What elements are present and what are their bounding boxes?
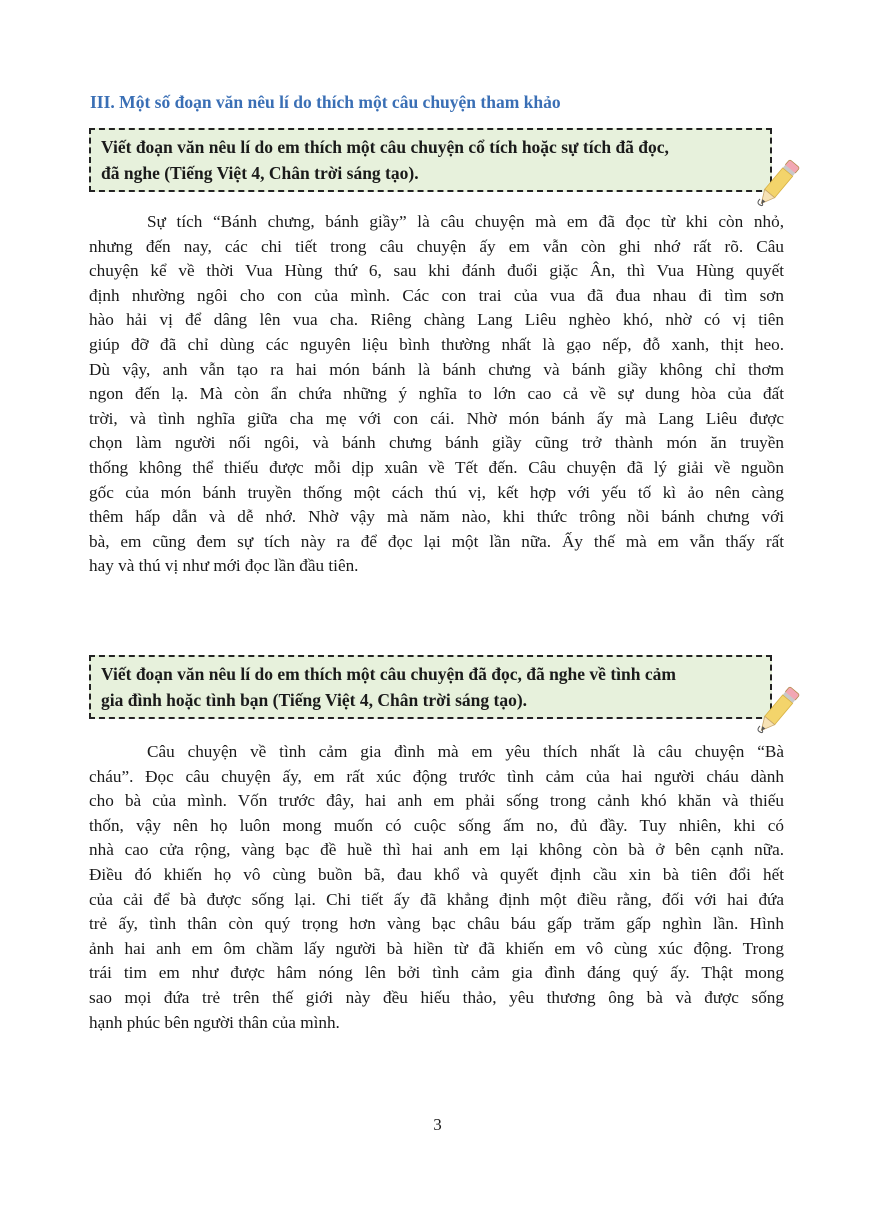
essay-1-line: hay và thú vị như mới đọc lần đầu tiên. — [89, 556, 359, 576]
essay-1-line: Dù vậy, anh vẫn tạo ra hai món bánh là bánh chưng và bánh giầy không chỉ thơm — [89, 359, 784, 379]
essay-2-line: hạnh phúc bên người thân của mình. — [89, 1012, 340, 1032]
essay-1-line: trời, và tình nghĩa giữa cha mẹ với con cái. Nhờ món bánh ấy mà Lang Liêu được — [89, 408, 784, 428]
essay-2-line: cho bà của mình. Vốn trước đây, hai anh em phải sống trong cảnh khó khăn và thiếu — [89, 791, 784, 811]
essay-1-line: gốc của món bánh truyền thống một cách thú vị, kết hợp với yếu tố kì ảo nên càng — [89, 482, 784, 502]
essay-2-line: ảnh hai anh em ôm chầm lấy người bà hiền từ đã khiến em vô cùng xúc động. Trong — [89, 938, 784, 958]
essay-2-line: trái tim em như được hâm nóng lên bởi tình cảm gia đình đáng quý ấy. Thật mong — [89, 963, 784, 983]
essay-2-line: Điều đó khiến họ vô cùng buồn bã, đau khổ và quyết định cầu xin bà tiên đổi hết — [89, 864, 784, 884]
section-title: III. Một số đoạn văn nêu lí do thích một câu chuyện tham khảo — [90, 92, 561, 112]
essay-1-line: chọn làm người nối ngôi, và bánh chưng bánh giầy cũng trở thành món ăn truyền — [89, 433, 784, 453]
page-number: 3 — [433, 1115, 442, 1134]
essay-1-line: định nhường ngôi cho con của mình. Các con trai của vua đã đua nhau đi tìm sơn — [89, 285, 784, 305]
essay-2-line: thốn, vậy nên họ luôn mong muốn có cuộc sống ấm no, đủ đầy. Tuy nhiên, khi có — [89, 815, 784, 835]
essay-1-line: ngon đến lạ. Mà còn ẩn chứa những ý nghĩa to lớn cao cả về sự dung hòa của đất — [89, 384, 784, 404]
essay-1 — [89, 210, 784, 579]
prompt-1-line: Viết đoạn văn nêu lí do em thích một câu chuyện cổ tích hoặc sự tích đã đọc, — [101, 137, 669, 157]
essay-1-line: hào hải vị để dâng lên vua cha. Riêng chàng Lang Liêu nghèo khó, nhờ có vị tiên — [89, 310, 784, 330]
prompt-1-line: đã nghe (Tiếng Việt 4, Chân trời sáng tạo). — [101, 163, 419, 183]
essay-1-line: bà, em cũng đem sự tích này ra để đọc lại một lần nữa. Ấy thế mà em vẫn thấy rất — [89, 531, 784, 551]
essay-1-line: thống không thể thiếu được mỗi dịp xuân về Tết đến. Câu chuyện đã lý giải về nguồn — [89, 457, 784, 477]
essay-2-line: sao mọi đứa trẻ trên thế giới này đều hiếu thảo, yêu thương ông bà và được sống — [89, 987, 784, 1007]
prompt-2-line: Viết đoạn văn nêu lí do em thích một câu chuyện đã đọc, đã nghe về tình cảm — [101, 664, 676, 684]
essay-1-line: thêm hấp dẫn và dễ nhớ. Nhờ vậy mà năm nào, khi thức trông nồi bánh chưng với — [89, 507, 784, 527]
pencil-icon — [752, 682, 802, 740]
essay-2-line: cháu”. Đọc câu chuyện ấy, em rất xúc động trước tình cảm của hai người cháu dành — [89, 766, 784, 786]
essay-2-line: nhà cao cửa rộng, vàng bạc đề huề thì hai anh em lại không còn bà ở bên cạnh nữa. — [89, 840, 784, 860]
essay-1-line: nhưng đến nay, các chi tiết trong câu chuyện ấy em vẫn còn ghi nhớ rất rõ. Câu — [89, 236, 784, 256]
essay-2-line: trẻ ấy, tình thân còn quý trọng hơn vàng bạc châu báu gấp trăm gấp nghìn lần. Hình — [89, 914, 784, 934]
prompt-box-2 — [89, 655, 772, 719]
essay-1-line: chuyện kể về thời Vua Hùng thứ 6, sau khi đánh đuổi giặc Ân, thì Vua Hùng quyết — [89, 261, 784, 281]
pencil-icon — [752, 155, 802, 213]
essay-1-line: giúp đỡ đã chỉ dùng các nguyên liệu bình thường nhất là gạo nếp, đỗ xanh, thịt heo. — [89, 334, 784, 354]
prompt-box-1 — [89, 128, 772, 192]
essay-2 — [89, 740, 784, 1035]
essay-2-line: của cải để bà được sống lại. Chi tiết ấy đã khẳng định một điều rằng, đối với hai đứa — [89, 889, 784, 909]
essay-1-line: Sự tích “Bánh chưng, bánh giầy” là câu chuyện mà em đã đọc từ khi còn nhỏ, — [147, 212, 784, 231]
essay-2-line: Câu chuyện về tình cảm gia đình mà em yêu thích nhất là câu chuyện “Bà — [147, 742, 784, 761]
prompt-2-line: gia đình hoặc tình bạn (Tiếng Việt 4, Chân trời sáng tạo). — [101, 690, 528, 710]
